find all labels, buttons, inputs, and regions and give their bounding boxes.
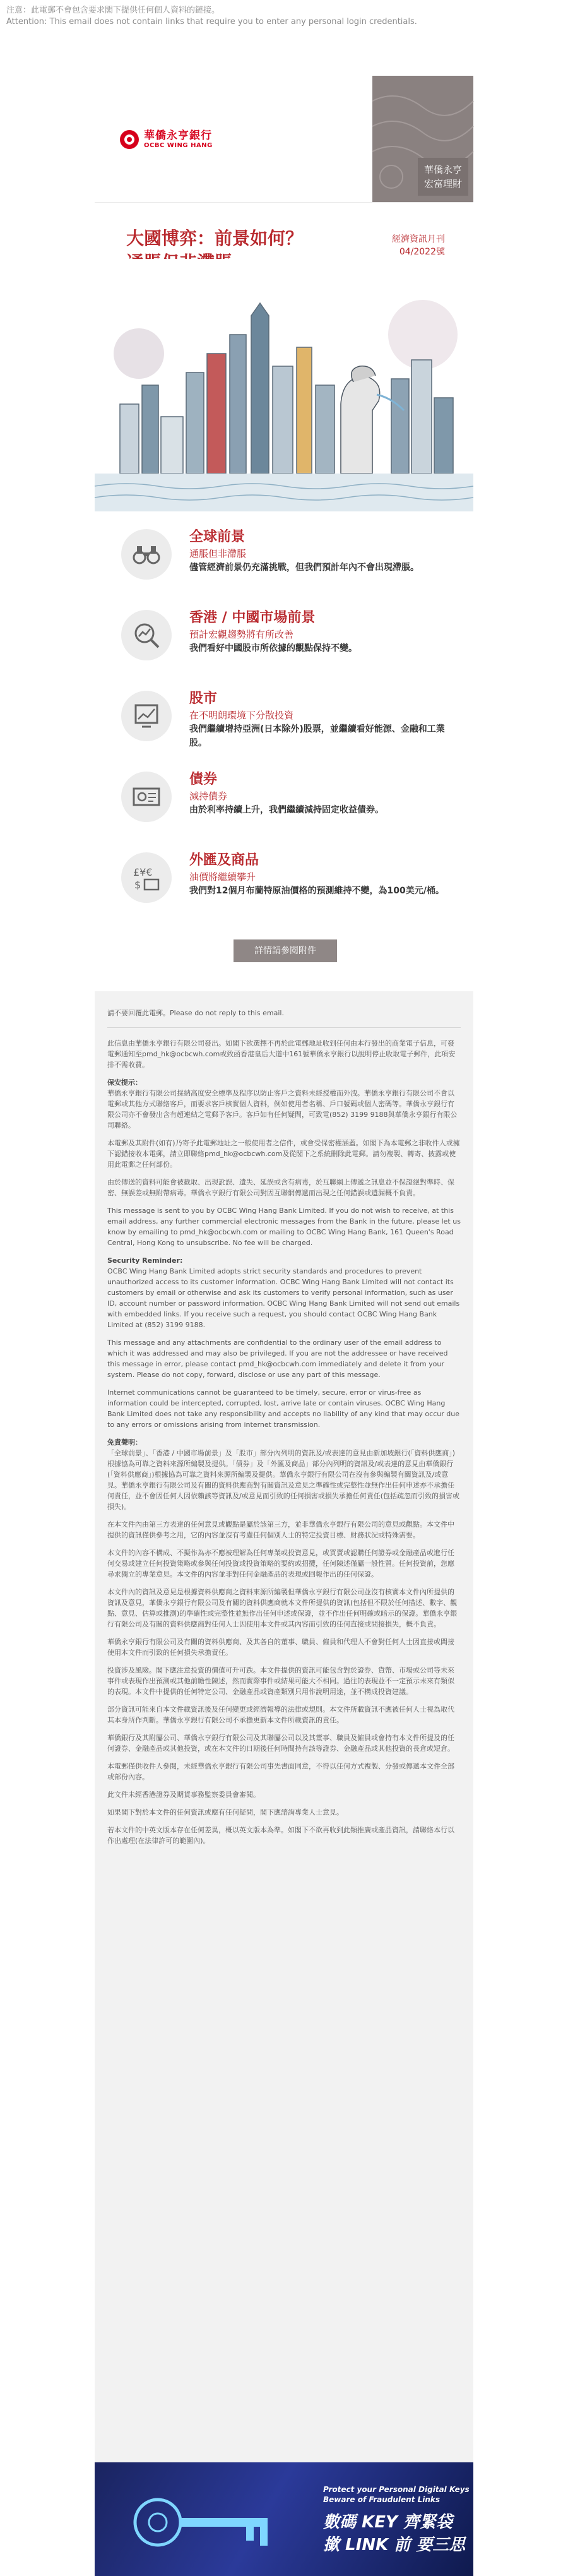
disclaimer-p5: 華僑永亨銀行有限公司及有關的資料供應商、及其各自的董事、職員、僱員和代理人不會對任何人士因直接或間接使用本文件而引致的任何損失承擔責任。 bbox=[107, 1638, 454, 1657]
section-hk-china-outlook bbox=[95, 605, 473, 686]
disclaimer-p7: 部分資訊可能來自本文件載資訊後及任何變更或經濟報導的法律或規則。本文件所載資訊不應被任何人士視為取代其本身所作判斷。華僑永亨銀行有限公司不承擔更新本文件所載資訊的責任。 bbox=[107, 1705, 454, 1724]
disclaimer-p12: 若本文件的中英文版本存在任何差異，概以英文版本為準。如閣下不欲再收到此類推廣或產品資訊，請聯絡本行以作出處理(在法律許可的範圍內)。 bbox=[107, 1826, 454, 1845]
premier-line-1: 華僑永亨 bbox=[423, 164, 462, 176]
section-description: 我們對12個月布蘭特原油價格的預測維持不變，為100美元/桶。 bbox=[189, 886, 444, 896]
section-title: 外匯及商品 bbox=[189, 852, 259, 868]
svg-text:£¥€: £¥€ bbox=[133, 866, 153, 878]
bank-logo[interactable] bbox=[120, 129, 213, 150]
logo-text-cn: 華僑永亨銀行 bbox=[144, 129, 212, 142]
section-subtitle: 在不明朗環境下分散投資 bbox=[189, 710, 294, 721]
chart-magnifier-icon bbox=[121, 610, 172, 660]
security-text-en: OCBC Wing Hang Bank Limited adopts strict security standards and procedures to prevent unauthorized access to its customer information. OCBC Wing Hang Bank Limited will not contact its customers by email or otherwise and ask its customers to verify personal information, such as user ID, account number or password information. OCBC Wing Hang Bank Limited will not send out emails with embedded links. If you receive such a request, you should contact OCBC Wing Hang Bank Limited at (852) 3199 9188. bbox=[107, 1267, 460, 1329]
notice-line-cn: 注意：此電郵不會包含要求閣下提供任何個人資料的鏈接。 bbox=[6, 6, 220, 15]
banner-line-2: Beware of Fraudulent Links bbox=[323, 2495, 441, 2504]
section-title: 香港 / 中國市場前景 bbox=[189, 610, 316, 626]
banner-line-4: 撳 LINK 前 要三思 bbox=[323, 2536, 466, 2555]
see-attachment-button[interactable]: 詳情請參閱附件 bbox=[234, 939, 337, 962]
premier-line-2: 宏富理財 bbox=[423, 178, 462, 189]
issue-line-2: 04/2022號 bbox=[399, 247, 445, 257]
outlook-sections bbox=[95, 511, 473, 928]
stock-chart-icon bbox=[121, 691, 172, 741]
security-title-cn: 保安提示： bbox=[107, 1078, 142, 1087]
section-description: 儘管經濟前景仍充滿挑戰，但我們預計年內不會出現滯脹。 bbox=[189, 563, 419, 573]
disclaimer-p1: 「全球前景」、「香港 / 中國市場前景」及「股市」部分內列明的資訊及/或表達的意見由新加坡銀行(「資料供應商」)根據協為可靠之資料來源所編製及提供。「債券」及「外匯及商品」部分內列明的資訊及/或表達的意見由華僑銀行(「資料供應商」)根據協為可靠之資料來源所編製及提供。華僑永亨銀行有限公司在沒有參與編製有關資訊及/或意見。華僑永亨銀行有限公司及有關的資料供應商對有關資訊及意見之準確性或完整性並無作出任何申述亦不承擔任何責任，並不會因任何人因依賴該等資訊及/或意見而引致的任何損害或損失承擔任何責任(包括疏忽而引致的損害或損失)。 bbox=[107, 1449, 459, 1511]
security-text-cn: 華僑永亨銀行有限公司採納高度安全標準及程序以防止客戶之資料未經授權而外洩。華僑永亨銀行有限公司不會以電郵或其他方式聯絡客戶，而要求客戶核實個人資料，例如使用者名稱、戶口號碼或個人密碼等。華僑永亨銀行有限公司亦不會發出含有超連結之電郵予客戶。客戶如有任何疑問，可致電(852) 3199 9188與華僑永亨銀行有限公司聯絡。 bbox=[107, 1089, 458, 1130]
security-notice bbox=[0, 0, 568, 38]
digital-key-icon bbox=[120, 2481, 284, 2563]
footer-disclaimer bbox=[95, 991, 473, 2462]
no-reply-text: 請不要回覆此電郵。Please do not reply to this email. bbox=[107, 1009, 284, 1017]
skyline-illustration bbox=[95, 259, 473, 511]
notice-line-en: Attention: This email does not contain links that require you to enter any personal login credentials. bbox=[6, 17, 417, 27]
section-title: 債券 bbox=[189, 772, 218, 787]
section-subtitle: 通脹但非滯脹 bbox=[189, 548, 247, 559]
section-fx-commodities bbox=[95, 847, 473, 928]
hero-top bbox=[95, 38, 473, 202]
section-title: 全球前景 bbox=[189, 529, 246, 545]
unsubscribe-text-en: This message is sent to you by OCBC Wing Hang Bank Limited. If you do not wish to receive, at this email address, any further commercial electronic messages from the Bank in the future, please let us know by emailing to pmd_hk@ocbcwh.com or mailing to OCBC Wing Hang Bank, 161 Queen's Road Central, Hong Kong to unsubscribe. No fee will be charged. bbox=[107, 1207, 461, 1247]
disclaimer-p8: 華僑銀行及其附屬公司、華僑永亨銀行有限公司及其聯屬公司以及其董事、職員及僱員或會持有本文件所提及的任何證券、金融產品或其他投資，或在本文件的日期後任何時間持有該等證券、金融產品或其他投資的長倉或短倉。 bbox=[107, 1734, 454, 1753]
section-bonds bbox=[95, 766, 473, 847]
banner-line-3: 數碼 KEY 齊緊袋 bbox=[323, 2513, 453, 2532]
section-global-outlook bbox=[95, 524, 473, 605]
issue-line-1: 經濟資訊月刊 bbox=[392, 234, 445, 244]
disclaimer-p9: 本電郵僅供收件人參閱，未經華僑永亨銀行有限公司事先書面同意，不得以任何方式複製、分發或傳遞本文件全部或部份內容。 bbox=[107, 1762, 454, 1781]
issue-label bbox=[392, 233, 445, 258]
bond-certificate-icon bbox=[121, 772, 172, 822]
section-title: 股市 bbox=[189, 691, 218, 707]
fraud-warning-banner[interactable] bbox=[95, 2462, 473, 2576]
disclaimer-p4: 本文件內的資訊及意見是根據資料供應商之資料來源所編製但華僑永亨銀行有限公司並沒有核實本文件內所提供的資訊及意見，華僑永亨銀行有限公司及有關的資料供應商就本文件所提供的資訊(包括但不限於任何描述、數字、觀點、意見、估算或推測)的準確性或完整性並無作出任何申述或保證，並不作出任何明確或暗示的保證。華僑永亨銀行有限公司及有關的資料供應商對任何人士因使用本文件或其內容而引致的任何直接或間接損失，概不負責。 bbox=[107, 1588, 458, 1628]
section-equities bbox=[95, 686, 473, 766]
internet-text-en: Internet communications cannot be guaranteed to be timely, secure, error or virus-free as information could be intercepted, corrupted, lost, arrive late or contain viruses. OCBC Wing Hang Bank Limited does not take any responsibility and accepts no liability of any kind that may occur due to any errors or omissions arising from internet transmission. bbox=[107, 1388, 459, 1429]
ocbc-logo-icon bbox=[120, 130, 139, 149]
binoculars-icon bbox=[121, 529, 172, 580]
city-skyline-icon bbox=[95, 259, 473, 511]
logo-text-en: OCBC WING HANG bbox=[144, 142, 213, 149]
section-description: 由於利率持續上升，我們繼續減持固定收益債券。 bbox=[189, 805, 384, 815]
divider bbox=[107, 1027, 461, 1028]
section-subtitle: 減持債券 bbox=[189, 790, 228, 802]
section-subtitle: 預計宏觀趨勢將有所改善 bbox=[189, 629, 294, 640]
svg-text:$: $ bbox=[134, 879, 141, 891]
section-subtitle: 油價將繼續攀升 bbox=[189, 871, 256, 883]
premier-banking-box bbox=[372, 76, 473, 202]
currency-icon bbox=[121, 852, 172, 903]
disclaimer-p6: 投資涉及風險。閣下應注意投資的價值可升可跌。本文件提供的資訊可能包含對於證券、貨幣、市場或公司等未來事件或表現作出預測或其他前瞻性陳述，然而實際事件或結果可能大不相同。過往的表現並不一定預示未來有類似的表現。本文件中提供的任何特定公司、金融產品或資產類別只用作說明用途，並不構成投資建議。 bbox=[107, 1666, 454, 1696]
confidential-text-en: This message and any attachments are confidential to the ordinary user of the email address to which it was addressed and may also be privileged. If you are not the addressee or have received this message in error, please contact pmd_hk@ocbcwh.com immediately and delete it from your system. Please do not copy, forward, disclose or use any part of this message. bbox=[107, 1339, 448, 1379]
disclaimer-p11: 如果閣下對於本文件的任何資訊或應有任何疑問，閣下應諮詢專業人士意見。 bbox=[107, 1808, 343, 1816]
premier-banking-label bbox=[418, 158, 468, 196]
disclaimer-p2: 在本文件內由第三方表達的任何意見或觀點是屬於該第三方，並非華僑永亨銀行有限公司的意見或觀點。本文件中提供的資訊僅供參考之用，它的內容並沒有考慮任何個別人士的特定投資目標、財務狀況或特殊需要。 bbox=[107, 1520, 454, 1539]
confidential-text-cn: 本電郵及其附件(如有)乃寄予此電郵地址之一般使用者之信件，或會受保密權涵蓋。如閣下為本電郵之非收件人或擁下認錯接收本電郵，請立即聯絡pmd_hk@ocbcwh.com及從閣下之系統刪除此電郵。請勿複製、轉寄、披露或使用此電郵之任何部份。 bbox=[107, 1139, 460, 1169]
cta-area bbox=[95, 928, 473, 991]
title-line-1: 大國博弈：前景如何？ bbox=[126, 228, 304, 249]
disclaimer-p3: 本文件的內容不構成、不擬作為亦不應被理解為任何專業或投資意見，或買賣或認購任何證券或金融產品或進行任何交易或建立任何投資策略或參與任何投資或投資策略的要約或招攬，任何陳述僅屬一般性質。任何投資前，您應尋求獨立的專業意見。本文件的內容並非對任何金融產品的表現或回報作出的任何保證。 bbox=[107, 1549, 454, 1578]
unsubscribe-text-cn: 此信息由華僑永亨銀行有限公司發出。如閣下欲選擇不再於此電郵地址收到任何由本行發出的商業電子信息，可發電郵通知至pmd_hk@ocbcwh.com或致函香港皇后大道中161號華僑永亨銀行以說明停止收取電子郵件，此項安排不需收費。 bbox=[107, 1039, 456, 1069]
internet-text-cn: 由於傳送的資料可能會被截取、出現訛誤、遺失、延誤或含有病毒，於互聯網上傳遞之訊息並不保證絕對準時、保密、無誤差或無附帶病毒。華僑永亨銀行有限公司對因互聯網傳遞而出現之任何錯誤或遺漏概不負責。 bbox=[107, 1178, 454, 1197]
banner-line-1: Protect your Personal Digital Keys bbox=[323, 2485, 470, 2494]
security-title-en: Security Reminder: bbox=[107, 1256, 183, 1265]
section-description: 我們看好中國股市所依據的觀點保持不變。 bbox=[189, 643, 357, 653]
section-description: 我們繼續增持亞洲(日本除外)股票，並繼續看好能源、金融和工業股。 bbox=[189, 724, 445, 748]
disclaimer-p10: 此文件未經香港證券及期貨事務監察委員會審閱。 bbox=[107, 1791, 260, 1799]
disclaimer-title: 免責聲明： bbox=[107, 1438, 142, 1446]
newsletter-card bbox=[95, 38, 473, 2576]
